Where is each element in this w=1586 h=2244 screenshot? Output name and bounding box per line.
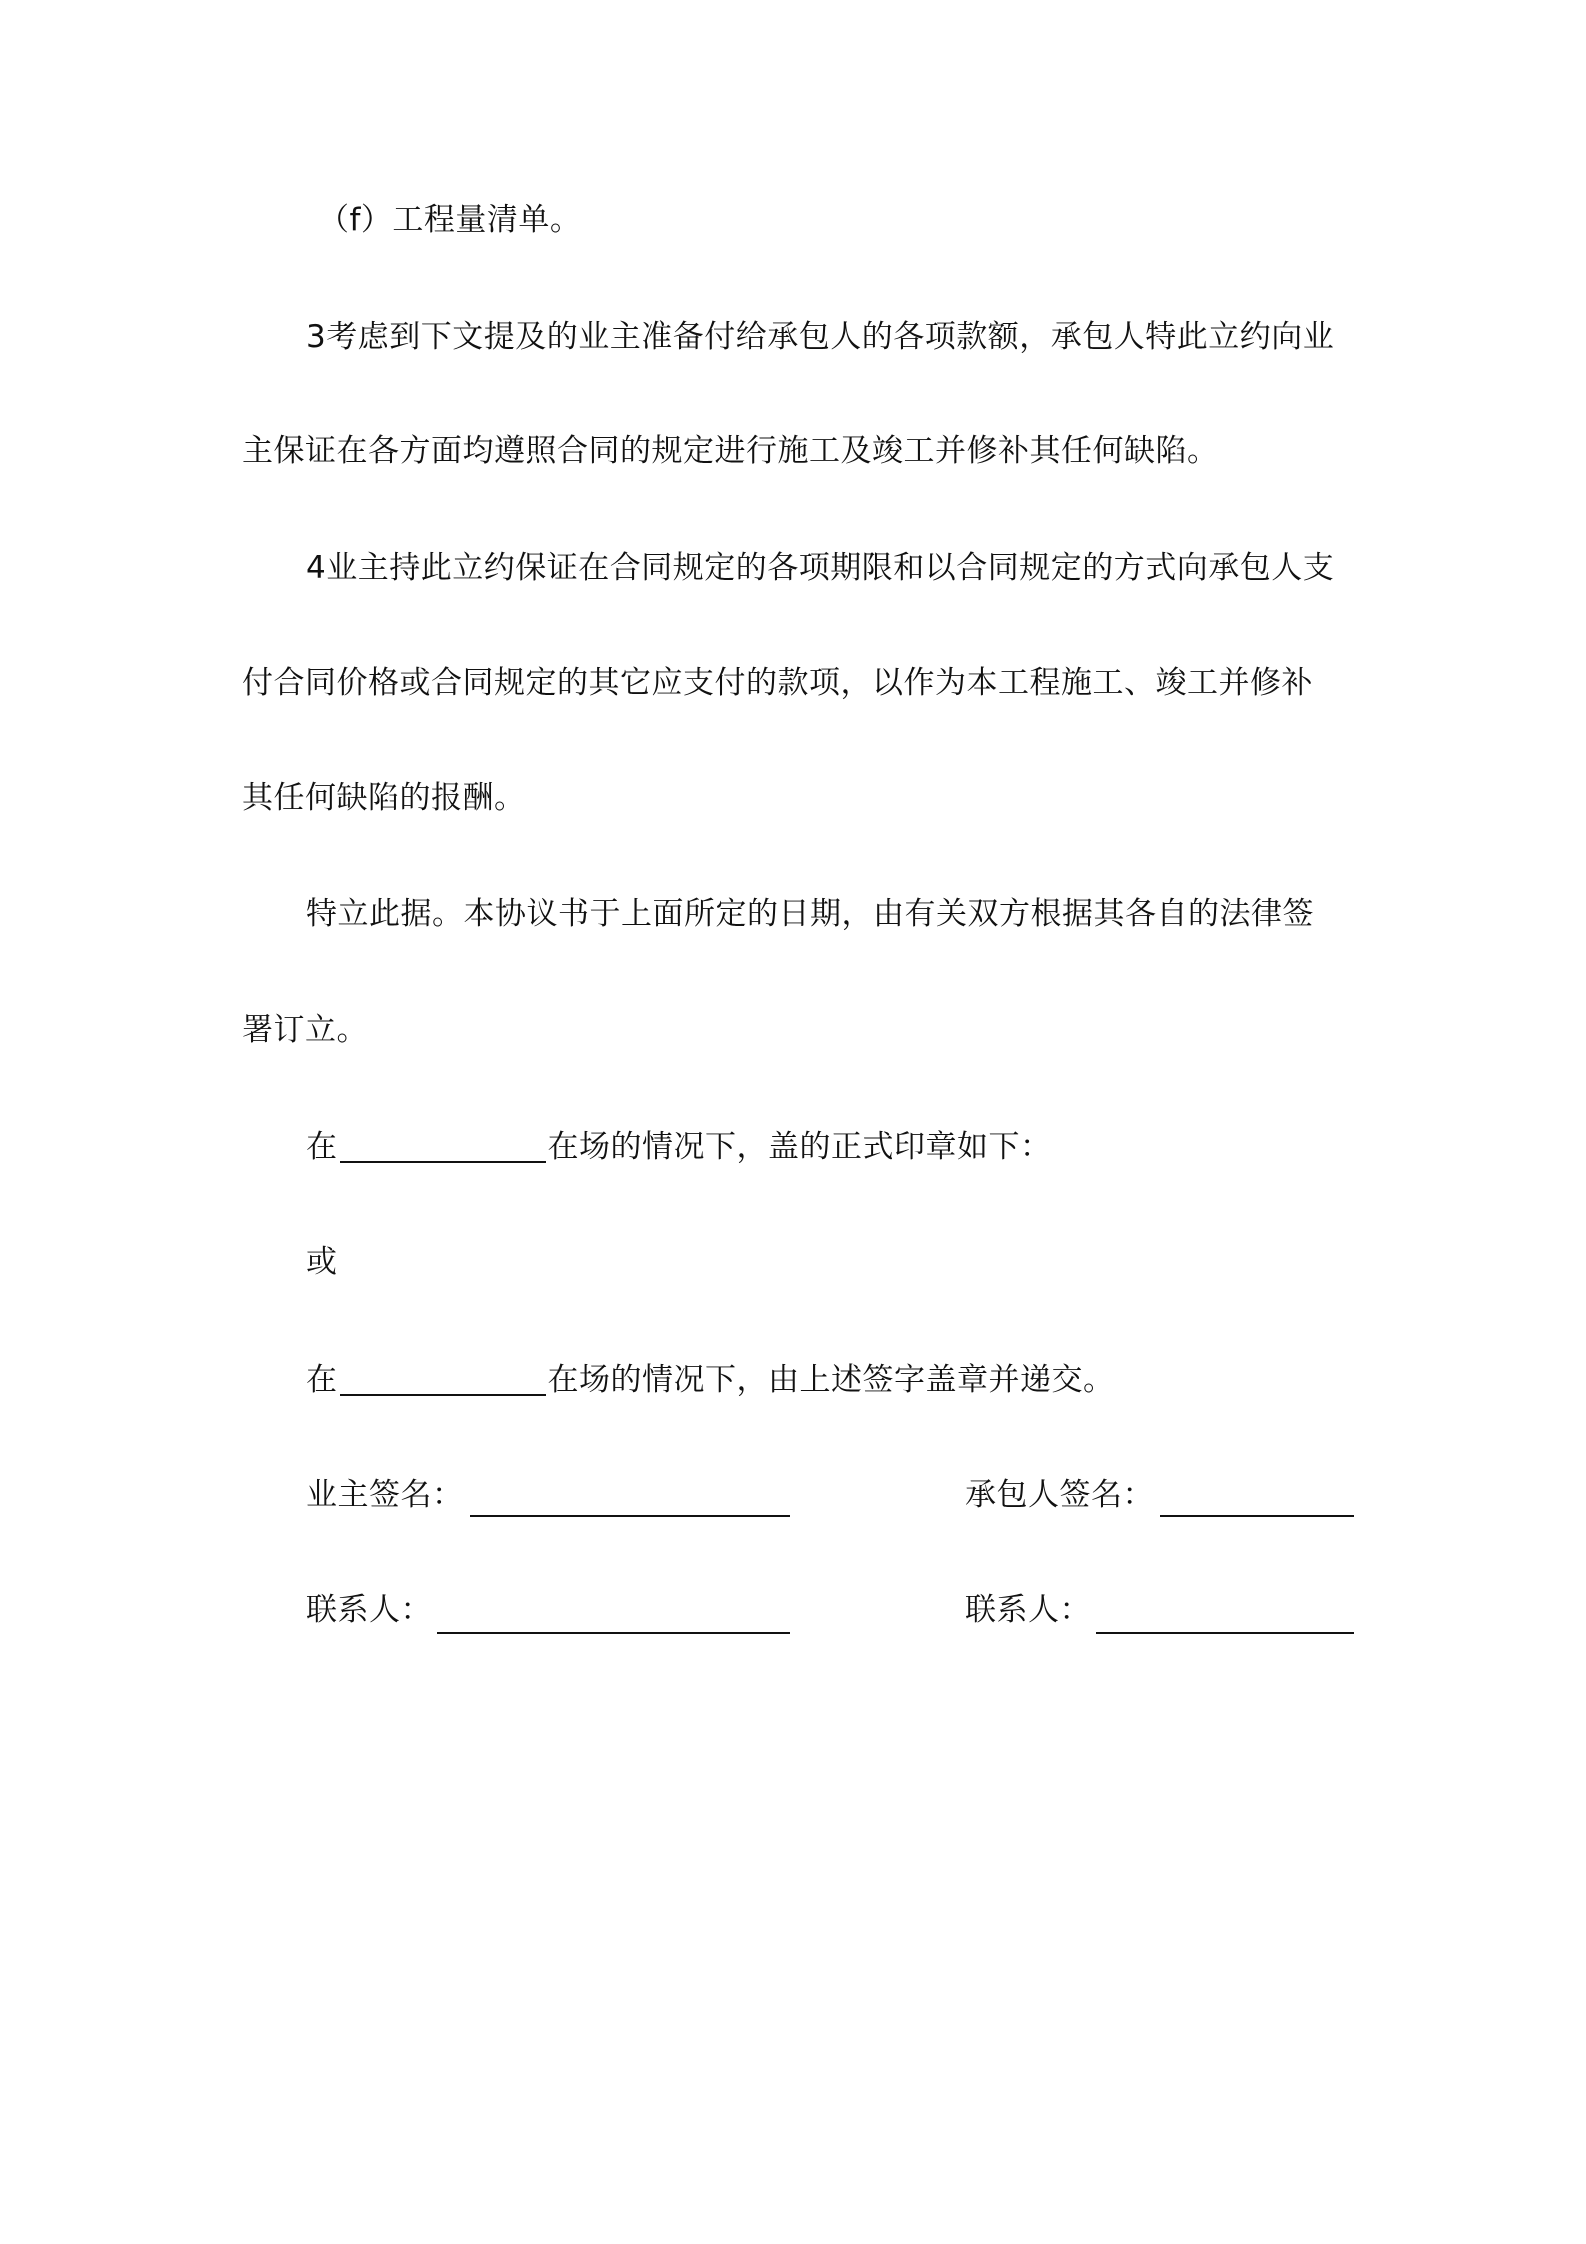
paragraph-4-line-1: 4业主持此立约保证在合同规定的各项期限和以合同规定的方式向承包人支 [306, 550, 1335, 586]
paragraph-3-line-1: 3考虑到下文提及的业主准备付给承包人的各项款额，承包人特此立约向业 [306, 319, 1335, 355]
witness-line-1: 特立此据。本协议书于上面所定的日期，由有关双方根据其各自的法律签 [306, 896, 1314, 932]
contractor-contact-line[interactable] [1096, 1632, 1354, 1634]
sign-witness-blank[interactable] [340, 1364, 546, 1396]
owner-signature-line[interactable] [470, 1515, 790, 1517]
seal-prefix: 在 [306, 1129, 338, 1165]
owner-contact-label: 联系人： [306, 1592, 432, 1628]
paragraph-3-line-2: 主保证在各方面均遵照合同的规定进行施工及竣工并修补其任何缺陷。 [242, 433, 1219, 469]
sign-prefix: 在 [306, 1362, 338, 1398]
contractor-contact-label: 联系人： [965, 1592, 1091, 1628]
owner-signature-label: 业主签名： [306, 1477, 464, 1513]
contractor-signature-label: 承包人签名： [965, 1477, 1154, 1513]
paragraph-4-line-2: 付合同价格或合同规定的其它应支付的款项，以作为本工程施工、竣工并修补 [242, 665, 1313, 701]
or-text: 或 [306, 1244, 338, 1280]
seal-witness-blank[interactable] [340, 1131, 546, 1163]
contractor-signature-line[interactable] [1160, 1515, 1354, 1517]
seal-suffix: 在场的情况下，盖的正式印章如下： [547, 1129, 1052, 1165]
item-f: （f）工程量清单。 [318, 202, 582, 238]
witness-line-2: 署订立。 [242, 1012, 368, 1048]
sign-clause [306, 1364, 1115, 1396]
seal-clause [306, 1131, 1052, 1163]
sign-suffix: 在场的情况下，由上述签字盖章并递交。 [547, 1362, 1115, 1398]
paragraph-4-line-3: 其任何缺陷的报酬。 [242, 780, 526, 816]
owner-contact-line[interactable] [437, 1632, 790, 1634]
